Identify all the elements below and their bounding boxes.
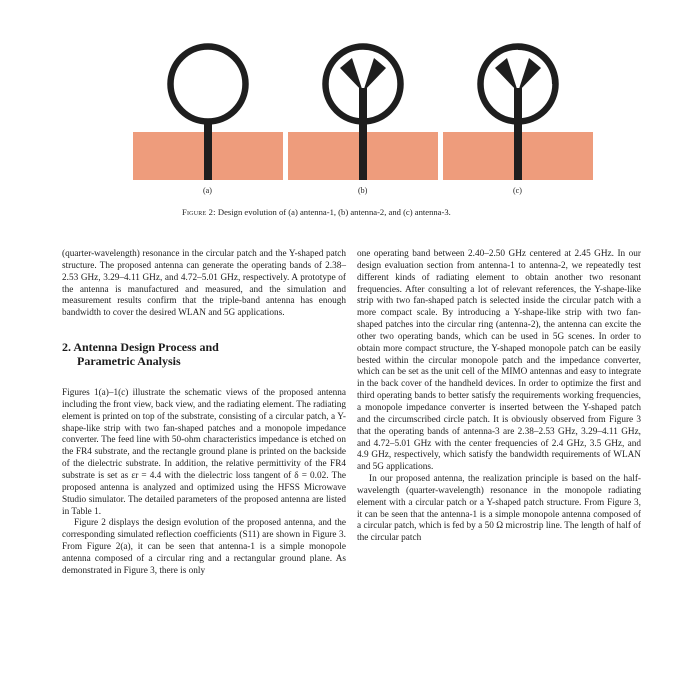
paragraph: one operating band between 2.40–2.50 GHz centered at 2.45 GHz. In our design evaluation section from antenna-1 to antenna-2, we repeatedly test different kinds of radiating element to obtain another two resonant frequencies. After consulting a lot of relevant references, the Y-shape-like strip with two fan-shaped patch is selected inside the circular patch with a more compact scale. By introducing a Y-shape-like strip with two fan-shaped patches into the circular ring (antenna-2), the antenna can excite the other two operating bands, which can be used in 5G scenes. In order to obtain more compact structure, the Y-shaped monopole patch can be easily bested within the circular monopole patch and the impedance converter, which can be set as the unit cell of the MIMO antennas and easy to integrate in the back cover of the handheld devices. In order to optimize the first and third operating bands to better satisfy the requirements working frequencies, a monopole impedance converter is inserted between the Y-shaped patch and the circumscribed circle patch. It is obviously observed from Figure 3 that the operating bands of antenna-3 are 2.38–2.53 GHz, 3.29–4.11 GHz, and 4.72–5.01 GHz with the center frequencies of 2.4 GHz, 3.5 GHz, and 4.9 GHz, respectively, which satisfy the bandwidth requirements of WLAN and 5G applications. <box>357 249 641 473</box>
heading-line-2: Parametric Analysis <box>77 353 181 368</box>
figure-2 <box>0 0 700 225</box>
paragraph: In our proposed antenna, the realization principle is based on the half-wavelength (quarter-wavelength) resonance in the monopole radiating element with a circular patch or a Y-shaped patch structure. From Figure 3, it can be seen that the antenna-1 is a simple monopole antenna composed of a circular patch, which is fed by a 50 Ω microstrip line. The length of half of the circular patch <box>357 474 641 544</box>
figure-caption <box>182 207 451 217</box>
left-column <box>62 249 346 578</box>
right-column <box>357 249 641 545</box>
caption-text: Design evolution of (a) antenna-1, (b) antenna-2, and (c) antenna-3. <box>215 207 451 217</box>
paragraph: Figure 2 displays the design evolution of the proposed antenna, and the corresponding simulated reflection coefficients (S11) are shown in Figure 3. From Figure 2(a), it can be seen that antenna-1 is a simple monopole antenna composed of a circular ring and a rectangular ground plane. As demonstrated in Figure 3, there is only <box>62 518 346 576</box>
antenna-3-panel <box>443 30 593 180</box>
paragraph: (quarter-wavelength) resonance in the circular patch and the Y-shaped patch structure. The proposed antenna can generate the operating bands of 2.38–2.53 GHz, 3.29–4.11 GHz, and 4.72–5.01 GHz, respectively. A prototype of the antenna is manufactured and measured, and the simulation and measurement results confirm that the triple-band antenna has enough bandwidth to cover the desired WLAN and 5G applications. <box>62 249 346 319</box>
antenna-1-drawing <box>133 30 283 180</box>
antenna-2-drawing <box>288 30 438 180</box>
antenna-1-panel <box>133 30 283 180</box>
section-heading <box>62 341 346 368</box>
caption-label: Figure 2: <box>182 207 216 217</box>
subfigure-label-c: (c) <box>513 186 522 195</box>
subfigure-label-a: (a) <box>203 186 212 195</box>
heading-line-1: 2. Antenna Design Process and <box>62 340 219 355</box>
antenna-3-drawing <box>443 30 593 180</box>
subfigure-label-b: (b) <box>358 186 368 195</box>
antenna-2-panel <box>288 30 438 180</box>
paragraph: Figures 1(a)–1(c) illustrate the schematic views of the proposed antenna including the front view, back view, and the radiating element. The radiating element is printed on top of the substrate, consisting of a circular patch, a Y-shape-like strip with two fan-shaped patches and a monopole impedance converter. The feed line with 50-ohm characteristics impedance is etched on the FR4 substrate, and the rectangle ground plane is printed on the backside of the dielectric substrate. In addition, the relative permittivity of the FR4 substrate is set as εr = 4.4 with the dielectric loss tangent of δ = 0.02. The proposed antenna is analyzed and optimized using the HFSS Microwave Studio simulator. The detailed parameters of the proposed antenna are listed in Table 1. <box>62 388 346 517</box>
